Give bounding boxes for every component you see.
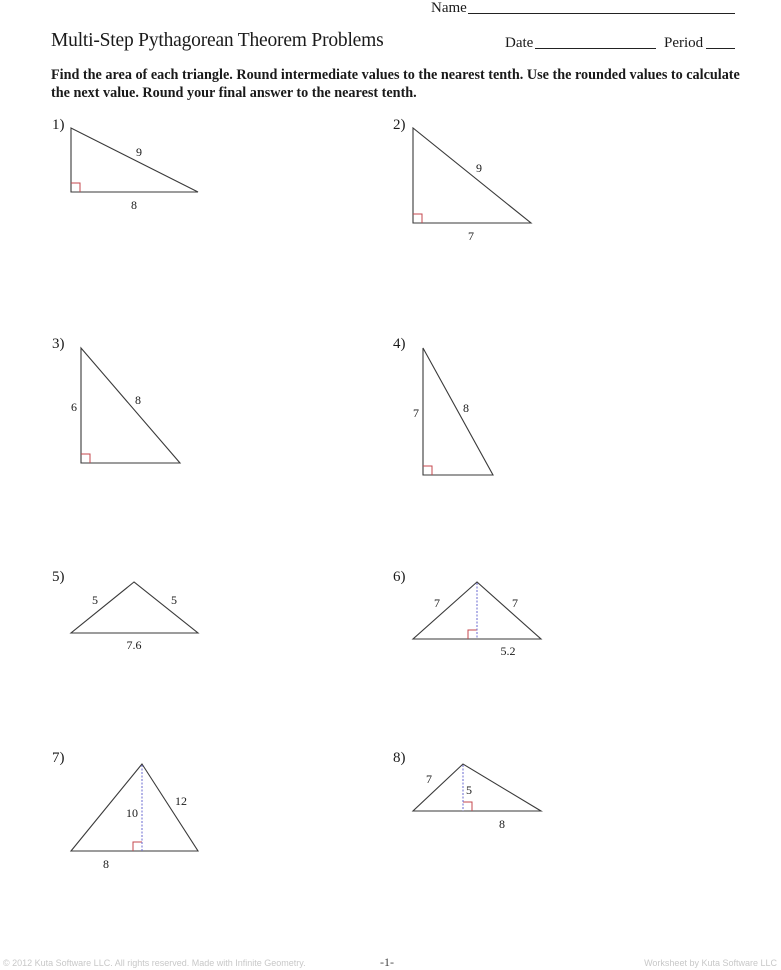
right-angle-mark-8: [463, 802, 472, 811]
label-2-hypotenuse: 9: [476, 161, 482, 175]
right-angle-mark-1: [71, 183, 80, 192]
label-4-hypotenuse: 8: [463, 401, 469, 415]
name-label: Name: [431, 0, 467, 16]
page-number: -1-: [380, 955, 394, 969]
problem-4-number: 4): [393, 336, 406, 352]
right-angle-mark-6: [468, 630, 477, 639]
label-1-base: 8: [131, 198, 137, 212]
problem-7-number: 7): [52, 750, 65, 766]
instructions: Find the area of each triangle. Round intermediate values to the nearest tenth. Use the rounded values to calculate the next value. Round your final answer to the nearest tenth.: [51, 67, 740, 101]
problem-1-number: 1): [52, 117, 65, 133]
label-6-right-side: 7: [512, 596, 518, 610]
period-label: Period: [664, 35, 704, 51]
date-label: Date: [505, 35, 534, 51]
right-angle-mark-4: [423, 466, 432, 475]
label-5-base: 7.6: [126, 638, 142, 652]
credit-footer: Worksheet by Kuta Software LLC: [644, 958, 777, 968]
label-7-height: 10: [126, 806, 138, 820]
label-5-left-side: 5: [92, 593, 98, 607]
label-8-base-segment: 8: [499, 817, 505, 831]
worksheet-title: Multi-Step Pythagorean Theorem Problems: [51, 30, 384, 51]
triangle-3: [81, 348, 180, 463]
label-7-right-side: 12: [175, 794, 187, 808]
triangle-8: [413, 764, 541, 811]
problem-8-number: 8): [393, 750, 406, 766]
right-angle-mark-2: [413, 214, 422, 223]
label-3-hypotenuse: 8: [135, 393, 141, 407]
label-6-left-side: 7: [434, 596, 440, 610]
right-angle-mark-3: [81, 454, 90, 463]
problem-6-number: 6): [393, 569, 406, 585]
copyright-footer: © 2012 Kuta Software LLC. All rights reserved. Made with Infinite Geometry.: [3, 958, 306, 968]
problem-3-number: 3): [52, 336, 65, 352]
problem-2-number: 2): [393, 117, 406, 133]
label-7-base-segment: 8: [103, 857, 109, 871]
label-8-left-side: 7: [426, 772, 432, 786]
label-8-height: 5: [466, 783, 472, 797]
triangle-5: [71, 582, 198, 633]
triangle-4: [423, 348, 493, 475]
label-2-base: 7: [468, 229, 474, 243]
label-4-leg: 7: [413, 406, 419, 420]
right-angle-mark-7: [133, 842, 142, 851]
label-1-hypotenuse: 9: [136, 145, 142, 159]
label-5-right-side: 5: [171, 593, 177, 607]
triangle-1: [71, 128, 198, 192]
triangle-2: [413, 128, 531, 223]
label-6-base-segment: 5.2: [500, 644, 516, 658]
label-3-leg: 6: [71, 400, 77, 414]
problem-5-number: 5): [52, 569, 65, 585]
